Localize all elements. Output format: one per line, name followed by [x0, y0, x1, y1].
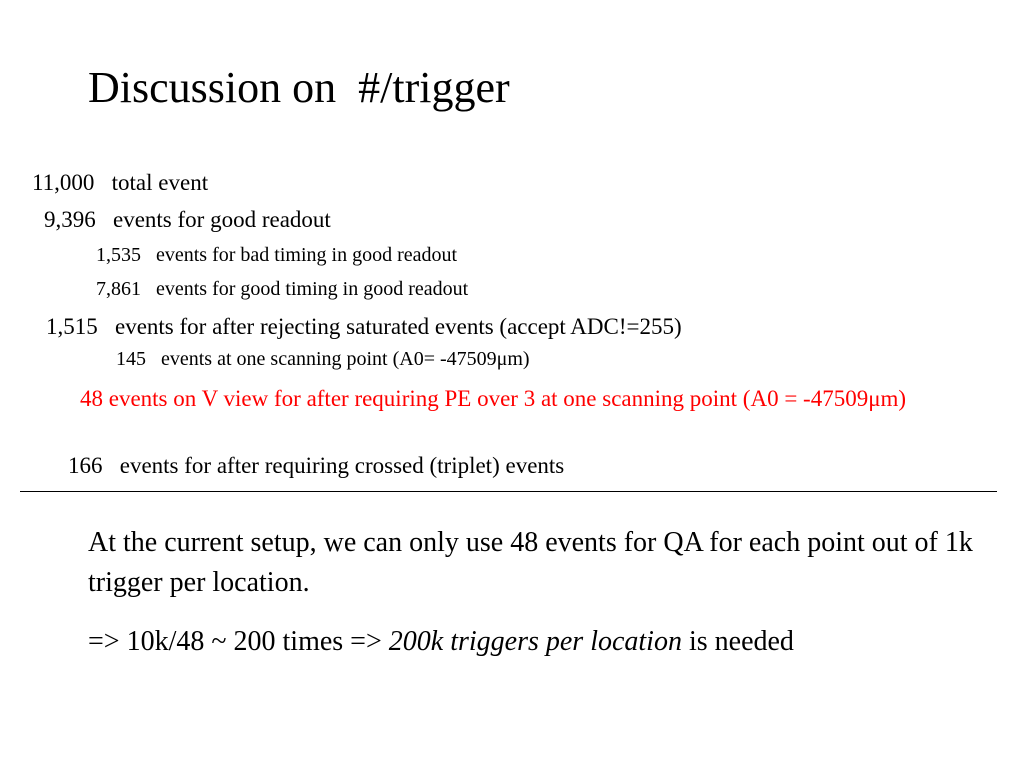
event-count-line	[68, 453, 564, 479]
event-description: events for good timing in good readout	[156, 278, 469, 300]
event-description: events for good readout	[113, 207, 331, 232]
event-count-line	[96, 278, 468, 301]
event-description: total event	[111, 170, 209, 195]
event-description: events for after requiring crossed (triplet) events	[119, 453, 565, 478]
event-count: 166	[68, 453, 103, 478]
highlighted-event-line	[70, 384, 1005, 414]
formula-emphasis: 200k triggers per location	[388, 626, 682, 657]
event-description: events for bad timing in good readout	[156, 244, 458, 266]
formula-line	[88, 624, 794, 660]
event-count-line	[44, 207, 331, 233]
event-description: events for after rejecting saturated events (accept ADC!=255)	[115, 314, 682, 339]
event-count: 1,515	[46, 314, 98, 339]
event-count: 9,396	[44, 207, 96, 232]
event-count-line	[46, 314, 682, 340]
event-count-line	[32, 170, 208, 196]
event-count: 145	[116, 348, 146, 370]
event-count: 11,000	[32, 170, 95, 195]
event-description: events at one scanning point (A0= -47509μm)	[161, 348, 530, 370]
event-count-line	[96, 244, 457, 267]
formula-suffix: is needed	[681, 626, 794, 657]
event-description: events on V view for after requiring PE over 3 at one scanning point (A0 = -47509μm)	[108, 386, 907, 411]
slide-title: Discussion on #/trigger	[88, 63, 510, 112]
conclusion-text: At the current setup, we can only use 48 events for QA for each point out of 1k trigger per location.	[88, 527, 973, 598]
event-count-line	[116, 348, 530, 371]
event-count: 48	[80, 386, 103, 411]
event-count: 7,861	[96, 278, 141, 300]
section-divider	[20, 491, 997, 492]
event-count: 1,535	[96, 244, 141, 266]
formula-prefix: => 10k/48 ~ 200 times =>	[88, 626, 389, 657]
